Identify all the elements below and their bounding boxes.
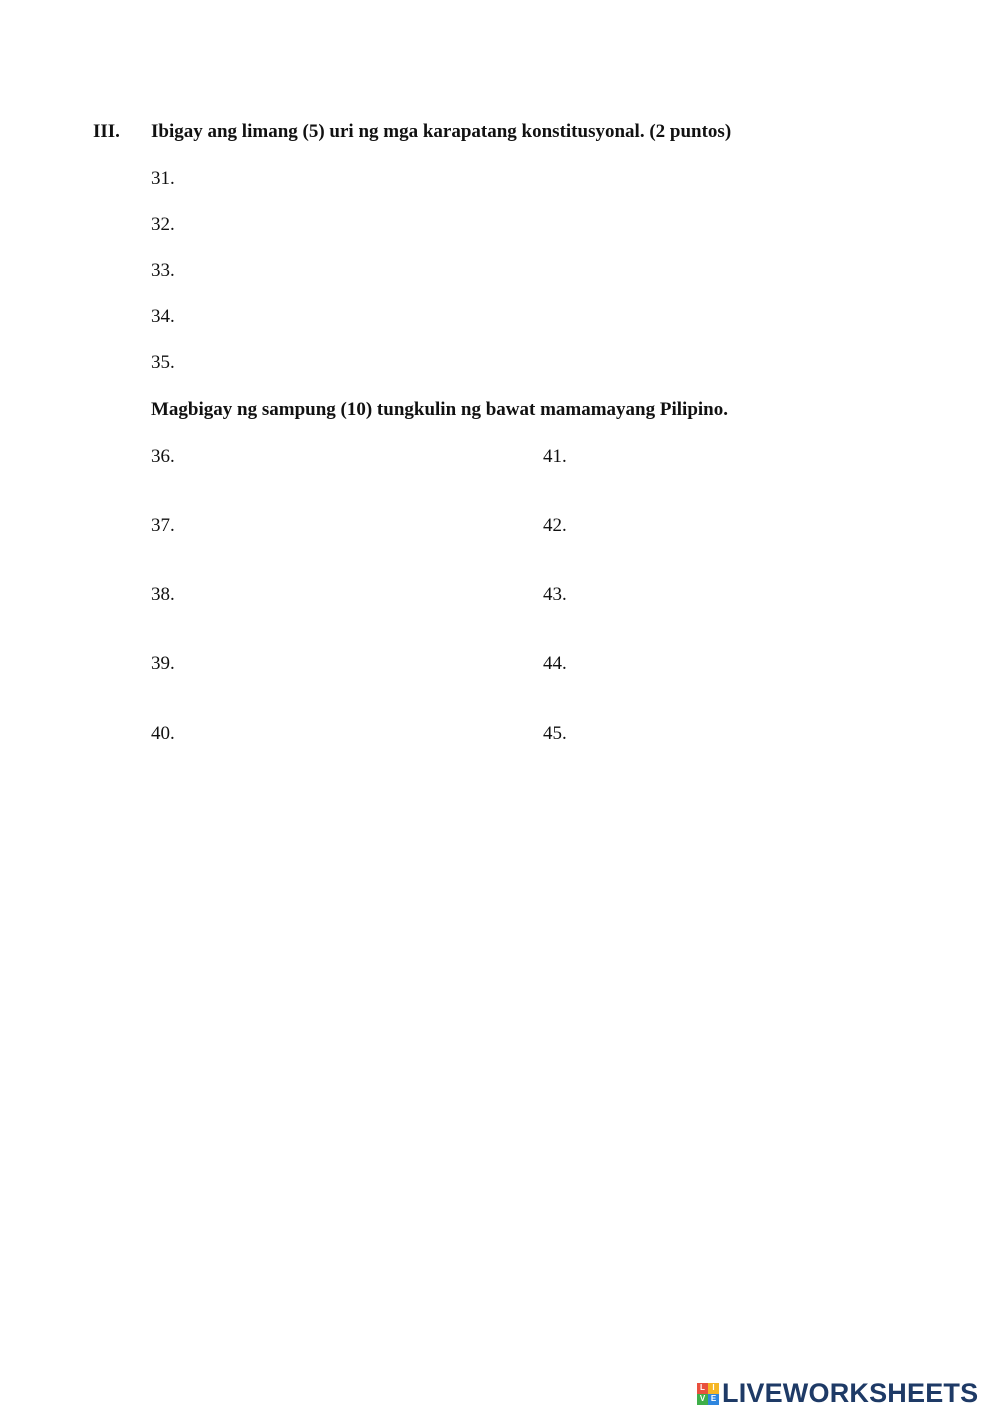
list-item-number: 31.	[151, 168, 175, 189]
list-item-number: 41.	[543, 446, 567, 467]
logo-icon	[697, 1383, 719, 1405]
list-item-number: 39.	[151, 653, 175, 674]
list-item-number: 38.	[151, 584, 175, 605]
section-two-instruction: Magbigay ng sampung (10) tungkulin ng bawat mamamayang Pilipino.	[151, 399, 728, 420]
list-item-number: 36.	[151, 446, 175, 467]
list-item-number: 35.	[151, 352, 175, 373]
section-roman-numeral: III.	[93, 121, 120, 142]
logo-letter-i: I	[708, 1383, 719, 1394]
liveworksheets-logo	[697, 1378, 978, 1409]
logo-letter-l: L	[697, 1383, 708, 1394]
logo-letter-e: E	[708, 1394, 719, 1405]
list-item-number: 43.	[543, 584, 567, 605]
list-item-number: 40.	[151, 723, 175, 744]
logo-text: LIVEWORKSHEETS	[722, 1378, 979, 1408]
logo-letter-v: V	[697, 1394, 708, 1405]
list-item-number: 32.	[151, 214, 175, 235]
list-item-number: 33.	[151, 260, 175, 281]
list-item-number: 34.	[151, 306, 175, 327]
list-item-number: 44.	[543, 653, 567, 674]
section-one-instruction: Ibigay ang limang (5) uri ng mga karapatang konstitusyonal. (2 puntos)	[151, 121, 732, 142]
list-item-number: 42.	[543, 515, 567, 536]
list-item-number: 37.	[151, 515, 175, 536]
list-item-number: 45.	[543, 723, 567, 744]
